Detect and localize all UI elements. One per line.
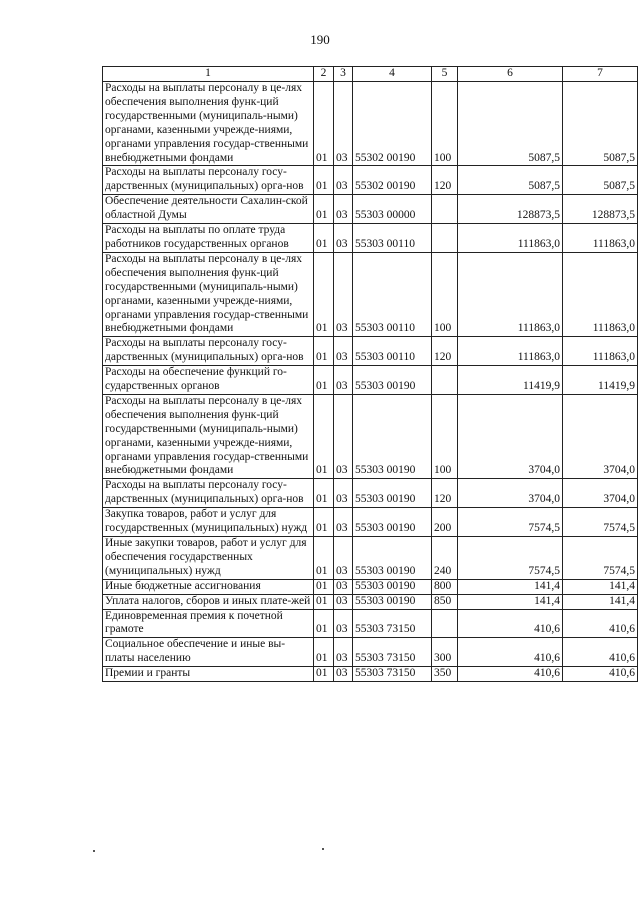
target-article-code: 55303 00190 bbox=[353, 366, 432, 395]
subsection-code: 03 bbox=[334, 609, 353, 638]
subsection-code: 03 bbox=[334, 195, 353, 224]
target-article-code: 55303 73150 bbox=[353, 667, 432, 682]
amount-col6: 5087,5 bbox=[458, 166, 563, 195]
table-row bbox=[103, 579, 638, 594]
amount-col7: 11419,9 bbox=[563, 366, 638, 395]
scan-speck bbox=[322, 848, 324, 850]
expense-type-code: 350 bbox=[432, 667, 458, 682]
table-row bbox=[103, 82, 638, 166]
amount-col6: 111863,0 bbox=[458, 337, 563, 366]
target-article-code: 55303 00110 bbox=[353, 224, 432, 253]
subsection-code: 03 bbox=[334, 537, 353, 580]
expense-type-code: 850 bbox=[432, 594, 458, 609]
amount-col7: 111863,0 bbox=[563, 224, 638, 253]
amount-col6: 7574,5 bbox=[458, 508, 563, 537]
subsection-code: 03 bbox=[334, 166, 353, 195]
amount-col6: 410,6 bbox=[458, 667, 563, 682]
header-cell: 7 bbox=[563, 67, 638, 82]
amount-col6: 128873,5 bbox=[458, 195, 563, 224]
expense-type-code bbox=[432, 195, 458, 224]
table-row bbox=[103, 638, 638, 667]
table-row bbox=[103, 667, 638, 682]
amount-col7: 111863,0 bbox=[563, 337, 638, 366]
table-row bbox=[103, 508, 638, 537]
row-description: Расходы на обеспечение функций го-сударственных органов bbox=[103, 366, 314, 395]
expense-type-code: 120 bbox=[432, 479, 458, 508]
row-description: Расходы на выплаты персоналу в це-лях обеспечения выполнения функ-ций государственными (муниципаль-ными) органами, казенными учрежде-ниями, органами управления государ-ственными внебюджетными фондами bbox=[103, 394, 314, 478]
amount-col7: 7574,5 bbox=[563, 508, 638, 537]
section-code: 01 bbox=[314, 479, 334, 508]
expense-type-code: 120 bbox=[432, 166, 458, 195]
subsection-code: 03 bbox=[334, 224, 353, 253]
row-description: Иные закупки товаров, работ и услуг для обеспечения государственных (муниципальных) нужд bbox=[103, 537, 314, 580]
amount-col7: 410,6 bbox=[563, 667, 638, 682]
expense-type-code: 120 bbox=[432, 337, 458, 366]
amount-col6: 3704,0 bbox=[458, 394, 563, 478]
table-row bbox=[103, 166, 638, 195]
amount-col7: 410,6 bbox=[563, 609, 638, 638]
target-article-code: 55303 73150 bbox=[353, 609, 432, 638]
row-description: Единовременная премия к почетной грамоте bbox=[103, 609, 314, 638]
table-row bbox=[103, 366, 638, 395]
expense-type-code: 800 bbox=[432, 579, 458, 594]
section-code: 01 bbox=[314, 195, 334, 224]
amount-col7: 111863,0 bbox=[563, 252, 638, 336]
section-code: 01 bbox=[314, 394, 334, 478]
target-article-code: 55302 00190 bbox=[353, 82, 432, 166]
section-code: 01 bbox=[314, 667, 334, 682]
table-row bbox=[103, 594, 638, 609]
row-description: Иные бюджетные ассигнования bbox=[103, 579, 314, 594]
subsection-code: 03 bbox=[334, 667, 353, 682]
amount-col6: 141,4 bbox=[458, 594, 563, 609]
amount-col6: 7574,5 bbox=[458, 537, 563, 580]
table-row bbox=[103, 609, 638, 638]
header-cell: 2 bbox=[314, 67, 334, 82]
section-code: 01 bbox=[314, 594, 334, 609]
table-header-row bbox=[103, 67, 638, 82]
expense-type-code: 100 bbox=[432, 394, 458, 478]
section-code: 01 bbox=[314, 82, 334, 166]
subsection-code: 03 bbox=[334, 508, 353, 537]
section-code: 01 bbox=[314, 366, 334, 395]
expense-type-code: 300 bbox=[432, 638, 458, 667]
section-code: 01 bbox=[314, 609, 334, 638]
target-article-code: 55303 00190 bbox=[353, 537, 432, 580]
amount-col6: 3704,0 bbox=[458, 479, 563, 508]
section-code: 01 bbox=[314, 224, 334, 253]
subsection-code: 03 bbox=[334, 638, 353, 667]
table-row bbox=[103, 479, 638, 508]
header-cell: 3 bbox=[334, 67, 353, 82]
row-description: Уплата налогов, сборов и иных плате-жей bbox=[103, 594, 314, 609]
section-code: 01 bbox=[314, 508, 334, 537]
target-article-code: 55303 73150 bbox=[353, 638, 432, 667]
target-article-code: 55303 00000 bbox=[353, 195, 432, 224]
target-article-code: 55303 00190 bbox=[353, 579, 432, 594]
subsection-code: 03 bbox=[334, 337, 353, 366]
amount-col7: 5087,5 bbox=[563, 82, 638, 166]
table-row bbox=[103, 537, 638, 580]
amount-col7: 141,4 bbox=[563, 594, 638, 609]
table-row bbox=[103, 394, 638, 478]
row-description: Обеспечение деятельности Сахалин-ской областной Думы bbox=[103, 195, 314, 224]
row-description: Расходы на выплаты персоналу госу-дарственных (муниципальных) орга-нов bbox=[103, 337, 314, 366]
section-code: 01 bbox=[314, 166, 334, 195]
expense-type-code bbox=[432, 366, 458, 395]
section-code: 01 bbox=[314, 337, 334, 366]
expense-type-code: 100 bbox=[432, 82, 458, 166]
amount-col6: 11419,9 bbox=[458, 366, 563, 395]
row-description: Премии и гранты bbox=[103, 667, 314, 682]
subsection-code: 03 bbox=[334, 366, 353, 395]
header-cell: 5 bbox=[432, 67, 458, 82]
table-row bbox=[103, 224, 638, 253]
subsection-code: 03 bbox=[334, 252, 353, 336]
amount-col6: 111863,0 bbox=[458, 224, 563, 253]
table-row bbox=[103, 337, 638, 366]
amount-col7: 7574,5 bbox=[563, 537, 638, 580]
section-code: 01 bbox=[314, 638, 334, 667]
table-row bbox=[103, 195, 638, 224]
table-row bbox=[103, 252, 638, 336]
expense-type-code bbox=[432, 609, 458, 638]
budget-table bbox=[102, 66, 638, 682]
subsection-code: 03 bbox=[334, 594, 353, 609]
target-article-code: 55303 00190 bbox=[353, 394, 432, 478]
target-article-code: 55303 00190 bbox=[353, 508, 432, 537]
amount-col7: 5087,5 bbox=[563, 166, 638, 195]
expense-type-code: 200 bbox=[432, 508, 458, 537]
expense-type-code: 100 bbox=[432, 252, 458, 336]
subsection-code: 03 bbox=[334, 579, 353, 594]
amount-col7: 3704,0 bbox=[563, 394, 638, 478]
row-description: Расходы на выплаты по оплате труда работников государственных органов bbox=[103, 224, 314, 253]
section-code: 01 bbox=[314, 579, 334, 594]
header-cell: 6 bbox=[458, 67, 563, 82]
section-code: 01 bbox=[314, 537, 334, 580]
expense-type-code: 240 bbox=[432, 537, 458, 580]
target-article-code: 55303 00110 bbox=[353, 252, 432, 336]
amount-col6: 410,6 bbox=[458, 609, 563, 638]
target-article-code: 55303 00190 bbox=[353, 594, 432, 609]
row-description: Расходы на выплаты персоналу в це-лях обеспечения выполнения функ-ций государственными (муниципаль-ными) органами, казенными учрежде-ниями, органами управления государ-ственными внебюджетными фондами bbox=[103, 82, 314, 166]
page-number: 190 bbox=[310, 32, 330, 47]
amount-col7: 410,6 bbox=[563, 638, 638, 667]
amount-col6: 410,6 bbox=[458, 638, 563, 667]
expense-type-code bbox=[432, 224, 458, 253]
amount-col7: 141,4 bbox=[563, 579, 638, 594]
section-code: 01 bbox=[314, 252, 334, 336]
amount-col6: 5087,5 bbox=[458, 82, 563, 166]
row-description: Закупка товаров, работ и услуг для государственных (муниципальных) нужд bbox=[103, 508, 314, 537]
header-cell: 1 bbox=[103, 67, 314, 82]
target-article-code: 55303 00110 bbox=[353, 337, 432, 366]
target-article-code: 55302 00190 bbox=[353, 166, 432, 195]
row-description: Расходы на выплаты персоналу в це-лях обеспечения выполнения функ-ций государственными (муниципаль-ными) органами, казенными учрежде-ниями, органами управления государ-ственными внебюджетными фондами bbox=[103, 252, 314, 336]
row-description: Расходы на выплаты персоналу госу-дарственных (муниципальных) орга-нов bbox=[103, 479, 314, 508]
amount-col6: 111863,0 bbox=[458, 252, 563, 336]
amount-col7: 3704,0 bbox=[563, 479, 638, 508]
row-description: Расходы на выплаты персоналу госу-дарственных (муниципальных) орга-нов bbox=[103, 166, 314, 195]
subsection-code: 03 bbox=[334, 394, 353, 478]
subsection-code: 03 bbox=[334, 479, 353, 508]
amount-col7: 128873,5 bbox=[563, 195, 638, 224]
target-article-code: 55303 00190 bbox=[353, 479, 432, 508]
amount-col6: 141,4 bbox=[458, 579, 563, 594]
scan-speck bbox=[93, 850, 95, 852]
header-cell: 4 bbox=[353, 67, 432, 82]
row-description: Социальное обеспечение и иные вы-платы населению bbox=[103, 638, 314, 667]
subsection-code: 03 bbox=[334, 82, 353, 166]
